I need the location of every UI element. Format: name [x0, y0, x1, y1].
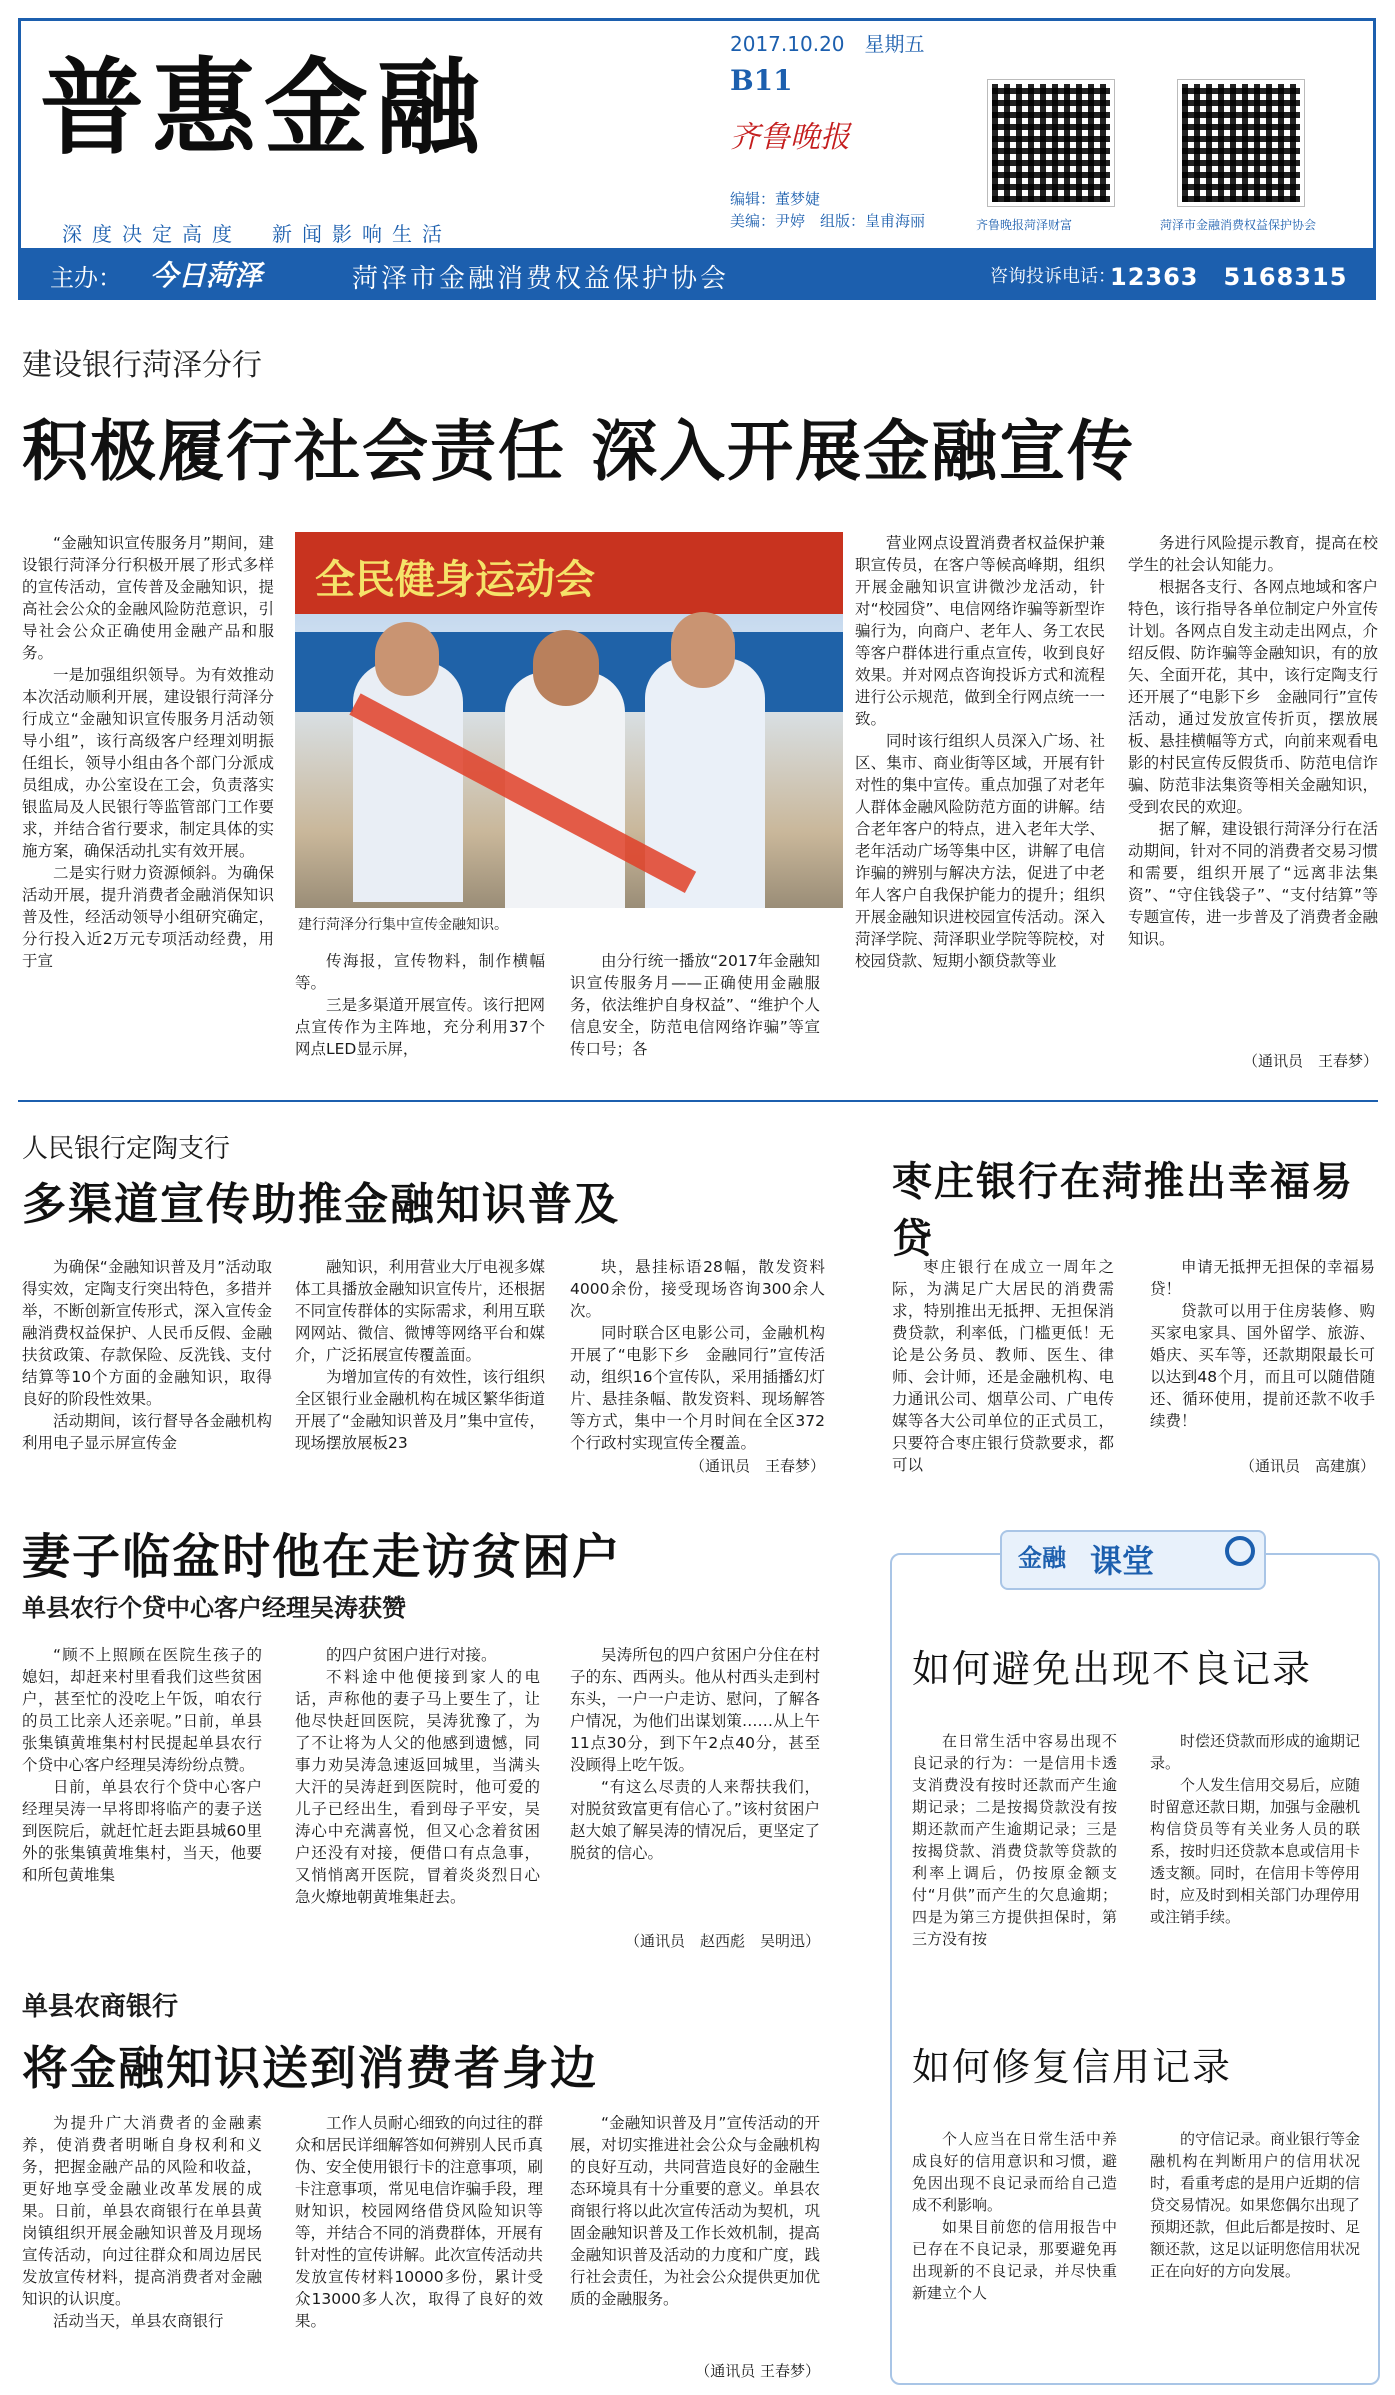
byline: （通讯员 王春梦）: [695, 2362, 820, 2380]
article-column: [295, 950, 545, 1080]
qr-caption-1: 齐鲁晚报菏泽财富: [976, 218, 1073, 232]
hotline-number: 12363 5168315: [1110, 263, 1348, 291]
paragraph: 传海报，宣传物料，制作横幅等。: [295, 952, 545, 992]
design-credit: 美编：尹婷 组版：皇甫海丽: [730, 212, 926, 230]
qr-caption-2: 菏泽市金融消费权益保护协会: [1160, 218, 1317, 232]
paragraph: “金融知识普及月”宣传活动的开展，对切实推进社会公众与金融机构的良好互动，共同营造良好的金融生态环境具有十分重要的意义。单县农商银行将以此次宣传活动为契机，巩固金融知识普及工作长效机制，提高金融知识普及活动的力度和广度，践行社会责任，为社会公众提供更加优质的金融服务。: [570, 2114, 820, 2308]
article-column: [570, 1644, 820, 1929]
article-headline: 枣庄银行在菏推出幸福易贷: [892, 1159, 1354, 1262]
article-column: [570, 1256, 825, 1456]
article-headline: 将金融知识送到消费者身边: [22, 2041, 598, 2095]
article-subhead: 单县农行个贷中心客户经理吴涛获赞: [22, 1594, 406, 1622]
article-column: [295, 1256, 545, 1481]
article-column: [22, 1644, 262, 1956]
paragraph: 的守信记录。商业银行等金融机构在判断用户的信用状况时，看重考虑的是用户近期的信贷交易情况。如果您偶尔出现了预期还款，但此后都是按时、足额还款，这足以证明您信用状况正在向好的方向发展。: [1150, 2130, 1360, 2280]
paragraph: 据了解，建设银行菏泽分行在活动期间，针对不同的消费者交易习惯和需要，组织开展了“远离非法集资”、“守住钱袋子”、“支付结算”等专题宣传，进一步普及了消费者金融知识。: [1128, 820, 1378, 948]
article-kicker: 建设银行菏泽分行: [22, 348, 262, 383]
page-number: B11: [730, 64, 793, 97]
article-column: [1150, 1730, 1360, 1970]
paper-name: 齐鲁晚报: [730, 120, 850, 155]
photo-caption: 建行菏泽分行集中宣传金融知识。: [298, 917, 508, 933]
article-column: [22, 1256, 272, 1481]
paragraph: 活动期间，该行督导各金融机构利用电子显示屏宣传金: [22, 1412, 272, 1452]
paragraph: 申请无抵押无担保的幸福易贷！: [1150, 1258, 1375, 1298]
photo-banner-text: 全民健身运动会: [315, 557, 595, 603]
paragraph: 贷款可以用于住房装修、购买家电家具、国外留学、旅游、婚庆、买车等，还款期限最长可以达到48个月，而且可以随借随还、循环使用，提前还款不收手续费！: [1150, 1302, 1375, 1430]
article-column: [22, 2112, 262, 2388]
paragraph: 同时联合区电影公司，金融机构开展了“电影下乡 金融同行”宣传活动，组织16个宣传队，采用插播幻灯片、悬挂条幅、散发资料、现场解答等方式，集中一个月时间在全区372个行政村实现宣传全覆盖。: [570, 1324, 825, 1452]
classroom-logo-right: 课堂: [1090, 1542, 1155, 1580]
paragraph: “金融知识宣传服务月”期间，建设银行菏泽分行积极开展了形式多样的宣传活动，宣传普及金融知识，提高社会公众的金融风险防范意识，引导社会公众正确使用金融产品和服务。: [22, 534, 274, 662]
divider: [18, 1100, 1378, 1102]
article-column: [912, 2128, 1117, 2358]
paragraph: 吴涛所包的四户贫困户分住在村子的东、西两头。他从村西头走到村东头，一户一户走访、慰问，了解各户情况，为他们出谋划策……从上午11点30分，到下午2点40分，甚至没顾得上吃午饭。: [570, 1646, 820, 1774]
classroom-question-title: 如何避免出现不良记录: [912, 1647, 1313, 1691]
paragraph: 块，悬挂标语28幅，散发资料4000余份，接受现场咨询300余人次。: [570, 1258, 825, 1320]
paragraph: 个人发生信用交易后，应随时留意还款日期，加强与金融机构信贷员等有关业务人员的联系，按时归还贷款本息或信用卡透支额。同时，在信用卡等停用时，应及时到相关部门办理停用或注销手续。: [1150, 1776, 1360, 1926]
byline: （通讯员 王春梦）: [1242, 1052, 1378, 1070]
article-column: [570, 950, 820, 1080]
paragraph: 一是加强组织领导。为有效推动本次活动顺利开展，建设银行菏泽分行成立“金融知识宣传服务月活动领导小组”，该行高级客户经理刘明振任组长，领导小组由各个部门分派成员组成，办公室设在工会，负责落实银监局及人民银行等监管部门工作要求，并结合省行要求，制定具体的实施方案，确保活动扎实有效开展。: [22, 666, 274, 860]
paragraph: “顾不上照顾在医院生孩子的媳妇，却赶来村里看我们这些贫困户，甚至忙的没吃上午饭，咱农行的员工比亲人还亲呢。”日前，单县张集镇黄堆集村村民提起单县农行个贷中心客户经理吴涛纷纷点赞。: [22, 1646, 262, 1774]
article-headline: 积极履行社会责任 深入开展金融宣传: [22, 413, 1135, 490]
article-column: [855, 532, 1105, 1080]
issue-date: 2017.10.20 星期五: [730, 32, 925, 56]
paragraph: 日前，单县农行个贷中心客户经理吴涛一早将即将临产的妻子送到医院后，就赶忙赶去距县城60里外的张集镇黄堆集村，当天，他要和所包黄堆集: [22, 1778, 262, 1884]
paragraph: 个人应当在日常生活中养成良好的信用意识和习惯，避免因出现不良记录而给自己造成不利影响。: [912, 2130, 1117, 2214]
editor-credit: 编辑：董梦婕: [730, 190, 821, 208]
byline: （通讯员 王春梦）: [689, 1457, 825, 1475]
event-photo: [295, 532, 843, 908]
article-headline: 多渠道宣传助推金融知识普及: [22, 1179, 620, 1230]
paragraph: 根据各支行、各网点地域和客户特色，该行指导各单位制定户外宣传计划。各网点自发主动走出网点，介绍反假、防诈骗等金融知识，有的放矢、全面开花，其中，该行定陶支行还开展了“电影下乡 金融同行”宣传活动，通过发放宣传折页，摆放展板、悬挂横幅等方式，向前来观看电影的村民宣传反假货币、防范电信诈骗、防范非法集资等相关金融知识，受到农民的欢迎。: [1128, 578, 1378, 816]
paragraph: 在日常生活中容易出现不良记录的行为：一是信用卡透支消费没有按时还款而产生逾期记录；二是按揭贷款没有按期还款而产生逾期记录；三是按揭贷款、消费贷款等贷款的利率上调后，仍按原金额支付“月供”而产生的欠息逾期；四是为第三方提供担保时，第三方没有按: [912, 1732, 1117, 1948]
paragraph: 融知识，利用营业大厅电视多媒体工具播放金融知识宣传片，还根据不同宣传群体的实际需求，利用互联网网站、微信、微博等网络平台和媒介，广泛拓展宣传覆盖面。: [295, 1258, 545, 1364]
paragraph: “有这么尽责的人来帮扶我们，对脱贫致富更有信心了。”该村贫困户赵大娘了解吴涛的情况后，更坚定了脱贫的信心。: [570, 1778, 820, 1862]
host-label: 主办：: [50, 264, 122, 292]
host-paper: 今日菏泽: [150, 259, 263, 292]
paragraph: 务进行风险提示教育，提高在校学生的社会认知能力。: [1128, 534, 1378, 574]
article-column: [295, 1644, 540, 1956]
article-column: [1128, 532, 1378, 1042]
paragraph: 三是多渠道开展宣传。该行把网点宣传作为主阵地，充分利用37个网点LED显示屏，: [295, 996, 545, 1058]
masthead-title: 普惠金融: [40, 47, 489, 169]
classroom-logo-left: 金融: [1018, 1544, 1066, 1572]
qr-code-icon[interactable]: [1178, 80, 1304, 206]
classroom-question-title: 如何修复信用记录: [912, 2045, 1233, 2089]
paragraph: 由分行统一播放“2017年金融知识宣传服务月——正确使用金融服务，依法维护自身权益”、“维护个人信息安全，防范电信网络诈骗”等宣传口号；各: [570, 952, 820, 1058]
paragraph: 同时该行组织人员深入广场、社区、集市、商业街等区域，开展有针对性的集中宣传。重点加强了对老年人群体金融风险防范方面的讲解。结合老年客户的特点，进入老年大学、老年活动广场等集中区，讲解了电信诈骗的辨别与解决方法，促进了中老年人客户自我保护能力的提升；组织开展金融知识进校园宣传活动。深入菏泽学院、菏泽职业学院等院校，对校园贷款、短期小额贷款等业: [855, 732, 1105, 970]
article-column: [295, 2112, 543, 2388]
article-column: [892, 1256, 1114, 1476]
paragraph: 为确保“金融知识普及月”活动取得实效，定陶支行突出特色，多措并举，不断创新宣传形式，深入宣传金融消费权益保护、人民币反假、金融扶贫政策、存款保险、反洗钱、支付结算等10个方面的金融知识，取得良好的阶段性效果。: [22, 1258, 272, 1408]
article-kicker: 人民银行定陶支行: [22, 1134, 231, 1164]
masthead-slogan: 深度决定高度 新闻影响生活: [62, 222, 452, 246]
article-column: [1150, 2128, 1360, 2358]
paragraph: 枣庄银行在成立一周年之际，为满足广大居民的消费需求，特别推出无抵押、无担保消费贷款，利率低，门槛更低！无论是公务员、教师、医生、律师、会计师，还是金融机构、电力通讯公司、烟草公司、广电传媒等各大公司单位的正式员工，只要符合枣庄银行贷款要求，都可以: [892, 1258, 1114, 1474]
article-column: [1150, 1256, 1375, 1456]
paragraph: 工作人员耐心细致的向过往的群众和居民详细解答如何辨别人民币真伪、安全使用银行卡的注意事项，刷卡注意事项，常见电信诈骗手段，理财知识，校园网络借贷风险知识等等，并结合不同的消费群体，开展有针对性的宣传讲解。此次宣传活动共发放宣传材料10000多份，累计受众13000多人次，取得了良好的效果。: [295, 2114, 543, 2330]
paragraph: 时偿还贷款而形成的逾期记录。: [1150, 1732, 1360, 1772]
paragraph: 活动当天，单县农商银行: [53, 2312, 224, 2330]
paragraph: 如果目前您的信用报告中已存在不良记录，那要避免再出现新的不良记录，并尽快重新建立个人: [912, 2218, 1117, 2302]
byline: （通讯员 赵西彪 吴明迅）: [624, 1932, 820, 1950]
paragraph: 为提升广大消费者的金融素养，使消费者明晰自身权利和义务，把握金融产品的风险和收益，更好地享受金融业改革发展的成果。日前，单县农商银行在单县黄岗镇组织开展金融知识普及月现场宣传活动，向过往群众和周边居民发放宣传材料，提高消费者对金融知识的认识度。: [22, 2114, 262, 2308]
paragraph: 为增加宣传的有效性，该行组织全区银行业金融机构在城区繁华街道开展了“金融知识普及月”集中宣传，现场摆放展板23: [295, 1368, 545, 1452]
article-headline: 妻子临盆时他在走访贫困户: [22, 1529, 623, 1585]
paragraph: 营业网点设置消费者权益保护兼职宣传员，在客户等候高峰期，组织开展金融知识宣讲微沙龙活动，针对“校园贷”、电信网络诈骗等新型诈骗行为，向商户、老年人、务工农民等客户群体进行重点宣传，收到良好效果。并对网点咨询投诉方式和流程进行公示规范，做到全行网点统一一致。: [855, 534, 1105, 728]
paragraph: 不料途中他便接到家人的电话，声称他的妻子马上要生了，让他尽快赶回医院，吴涛犹豫了，为了不让将为人父的他感到遗憾，同事力劝吴涛急速返回城里，当满头大汗的吴涛赶到医院时，他可爱的儿子已经出生，看到母子平安，吴涛心中充满喜悦，但又心念着贫困户还没有对接，便借口有点急事，又悄悄离开医院，冒着炎炎烈日心急火燎地朝黄堆集赶去。: [295, 1668, 540, 1906]
article-column: [570, 2112, 820, 2360]
article-column: [22, 532, 274, 1080]
association-name: 菏泽市金融消费权益保护协会: [352, 264, 730, 294]
paragraph: 的四户贫困户进行对接。: [326, 1646, 497, 1664]
magnifier-icon: [1225, 1536, 1255, 1566]
article-kicker: 单县农商银行: [22, 1992, 179, 2022]
hotline-label: 咨询投诉电话：: [990, 266, 1116, 287]
byline: （通讯员 高建旗）: [1239, 1457, 1375, 1475]
article-column: [912, 1730, 1117, 1970]
qr-code-icon[interactable]: [988, 80, 1114, 206]
paragraph: 二是实行财力资源倾斜。为确保活动开展，提升消费者金融消保知识普及性，经活动领导小组研究确定，分行投入近2万元专项活动经费，用于宣: [22, 864, 274, 970]
